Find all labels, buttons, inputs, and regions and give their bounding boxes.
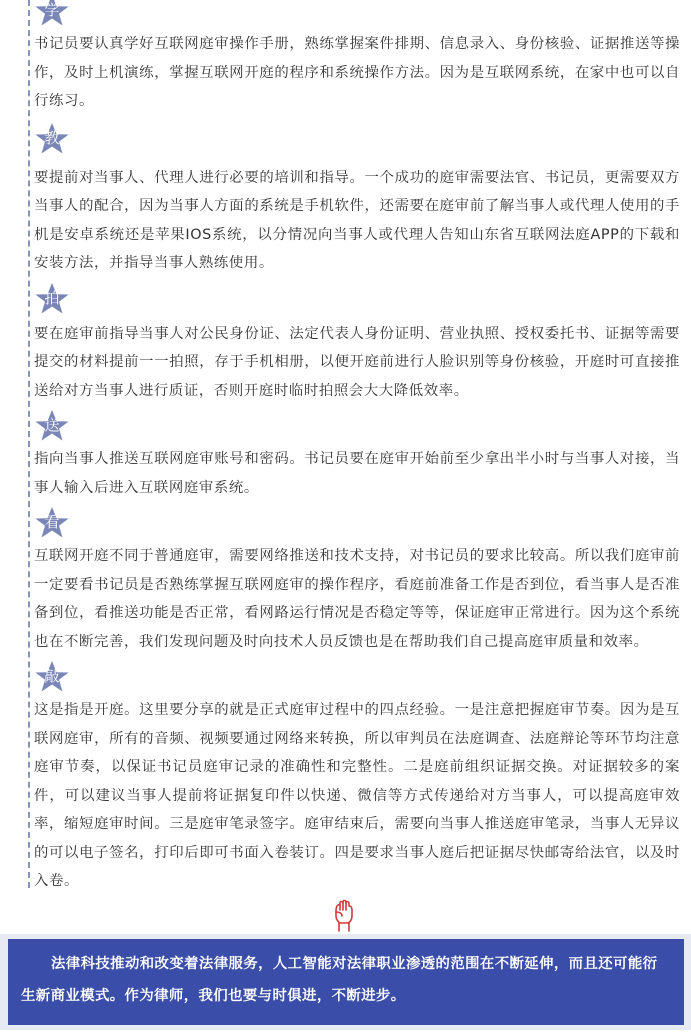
closing-banner (8, 939, 684, 1025)
badge-label: 教 (44, 128, 60, 147)
badge-label: 看 (44, 513, 60, 531)
badge-label: 学 (44, 1, 60, 19)
section-kan (34, 506, 682, 656)
section-qiao (34, 660, 682, 896)
section-jiao (34, 122, 682, 278)
badge-label: 拍 (44, 288, 60, 307)
star-badge (34, 0, 70, 28)
star-badge (34, 282, 70, 316)
section-text: 这是指是开庭。这里要分享的就是正式庭审过程中的四点经验。一是注意把握庭审节奏。因为是互联网庭审，所有的音频、视频要通过网络来转换，所以审判员在法庭调查、法庭辩论等环节均注意庭审节奏，以保证书记员庭审记录的准确性和完整性。二是庭前组织证据交换。对证据较多的案件，可以建议当事人提前将证据复印件以快递、微信等方式传递给对方当事人，可以提高庭审效率，缩短庭审时间。三是庭审笔录签字。庭审结束后，需要向当事人推送庭审笔录，当事人无异议的可以电子签名，打印后即可书面入卷装订。四是要求当事人庭后把证据尽快邮寄给法官，以及时入卷。 (34, 702, 680, 889)
badge-label: 敲 (44, 667, 60, 685)
banner-text: 法律科技推动和改变着法律服务，人工智能对法律职业渗透的范围在不断延伸，而且还可能衍生新商业模式。作为律师，我们也要与时俱进，不断进步。 (21, 956, 658, 1004)
raised-fist-icon (330, 897, 358, 933)
badge-label: 送 (44, 416, 60, 434)
section-text: 互联网开庭不同于普通庭审，需要网络推送和技术支持，对书记员的要求比较高。所以我们庭审前一定要看书记员是否熟练掌握互联网庭审的操作程序，看庭前准备工作是否到位，看当事人是否准备到位，看推送功能是否正常，看网路运行情况是否稳定等等，保证庭审正常进行。因为这个系统也在不断完善，我们发现问题及时向技术人员反馈也是在帮助我们自己提高庭审质量和效率。 (34, 548, 680, 650)
section-text: 要提前对当事人、代理人进行必要的培训和指导。一个成功的庭审需要法官、书记员，更需要双方当事人的配合，因为当事人方面的系统是手机软件，还需要在庭审前了解当事人或代理人使用的手机是安卓系统还是苹果IOS系统，以分情况向当事人或代理人告知山东省互联网法庭APP的下载和安装方法，并指导当事人熟练使用。 (34, 169, 680, 271)
star-badge (34, 409, 70, 443)
article-body (28, 0, 682, 888)
section-text: 要在庭审前指导当事人对公民身份证、法定代表人身份证明、营业执照、授权委托书、证据等需要提交的材料提前一一拍照，存于手机相册，以便开庭前进行人脸识别等身份核验，开庭时可直接推送给对方当事人进行质证，否则开庭时临时拍照会大大降低效率。 (34, 325, 680, 399)
star-badge (34, 660, 70, 694)
star-badge (34, 506, 70, 540)
section-xue (34, 0, 682, 116)
section-song (34, 409, 682, 502)
section-pai (34, 282, 682, 406)
section-text: 指向当事人推送互联网庭审账号和密码。书记员要在庭审开始前至少拿出半小时与当事人对接，当事人输入后进入互联网庭审系统。 (34, 451, 680, 496)
star-badge (34, 122, 70, 156)
section-text: 书记员要认真学好互联网庭审操作手册，熟练掌握案件排期、信息录入、身份核验、证据推送等操作，及时上机演练，掌握互联网开庭的程序和系统操作方法。因为是互联网系统，在家中也可以自行练习。 (34, 36, 680, 109)
